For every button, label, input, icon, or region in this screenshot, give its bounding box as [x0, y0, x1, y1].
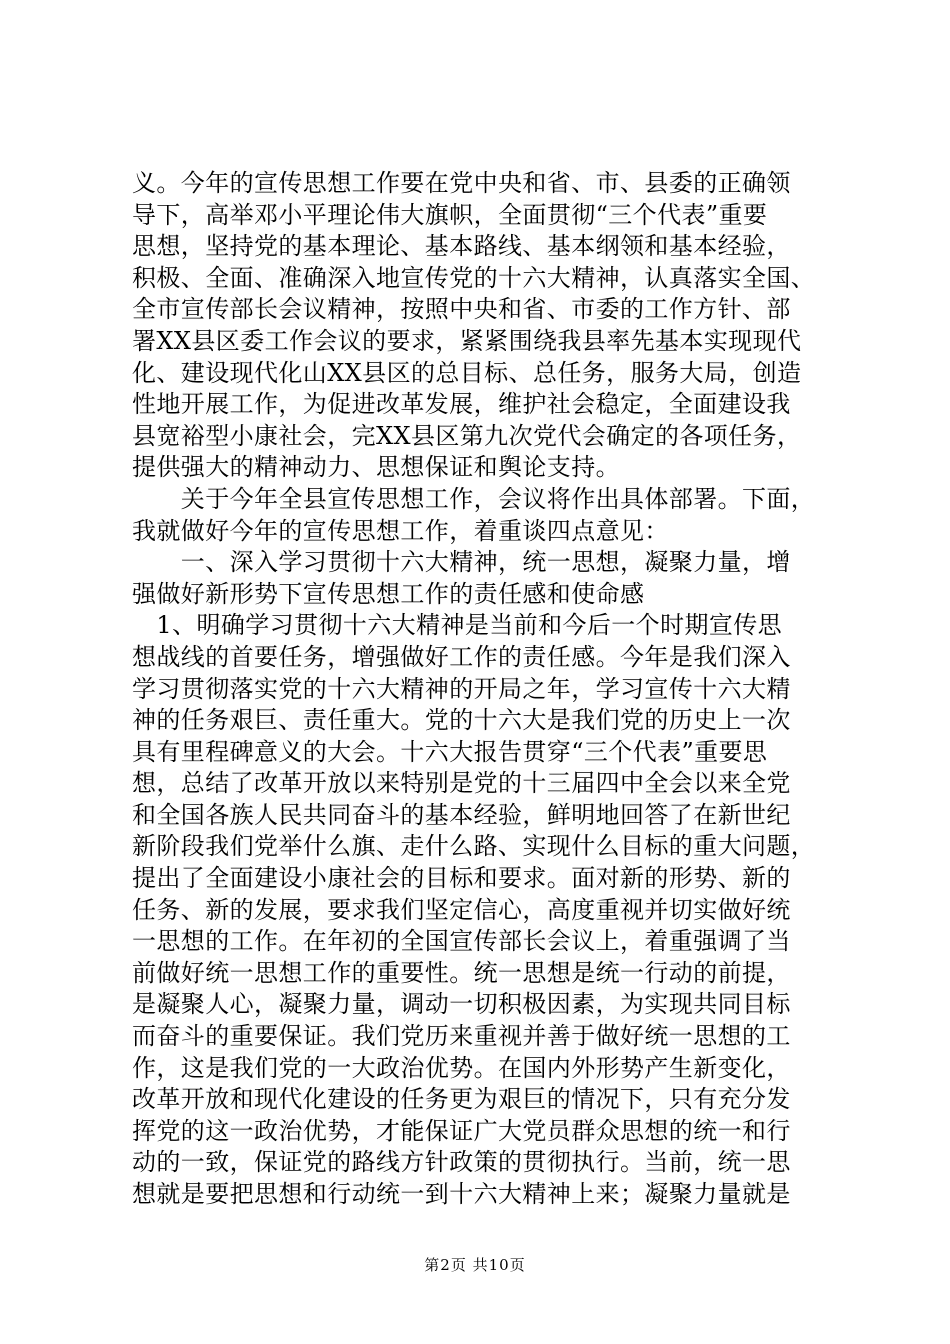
text-line: 思想，坚持党的基本理论、基本路线、基本纲领和基本经验，	[132, 232, 791, 261]
text-line: 想战线的首要任务，增强做好工作的责任感。今年是我们深入	[132, 642, 791, 671]
text-line: 前做好统一思想工作的重要性。统一思想是统一行动的前提，	[132, 958, 791, 987]
text-line: 提出了全面建设小康社会的目标和要求。面对新的形势、新的	[132, 864, 791, 893]
text-line: 全市宣传部长会议精神，按照中央和省、市委的工作方针、部	[132, 295, 791, 324]
section-heading-line: 一、深入学习贯彻十六大精神，统一思想，凝聚力量，增	[132, 548, 791, 577]
text-line: 关于今年全县宣传思想工作，会议将作出具体部署。下面，	[132, 484, 816, 513]
document-body	[132, 168, 832, 1211]
page-number-footer: 第2页 共10页	[424, 1256, 526, 1274]
text-line: 和全国各族人民共同奋斗的基本经验，鲜明地回答了在新世纪	[132, 800, 791, 829]
text-line: 新阶段我们党举什么旗、走什么路、实现什么目标的重大问题，	[132, 832, 816, 861]
text-line: 积极、全面、准确深入地宣传党的十六大精神，认真落实全国、	[132, 263, 816, 292]
text-line: 导下，高举邓小平理论伟大旗帜，全面贯彻“三个代表”重要	[132, 200, 768, 229]
text-line: 1、明确学习贯彻十六大精神是当前和今后一个时期宣传思	[132, 611, 783, 640]
text-line: 义。今年的宣传思想工作要在党中央和省、市、县委的正确领	[132, 169, 791, 197]
text-line: 神的任务艰巨、责任重大。党的十六大是我们党的历史上一次	[132, 706, 791, 735]
text-line: 学习贯彻落实党的十六大精神的开局之年，学习宣传十六大精	[132, 674, 791, 703]
text-line: 性地开展工作，为促进改革发展，维护社会稳定，全面建设我	[132, 390, 791, 419]
text-line: 化、建设现代化山XX县区的总目标、总任务，服务大局，创造	[132, 358, 802, 387]
text-line: 动的一致，保证党的路线方针政策的贯彻执行。当前，统一思	[132, 1148, 791, 1177]
text-line: 一思想的工作。在年初的全国宣传部长会议上，着重强调了当	[132, 927, 791, 956]
text-line: 是凝聚人心，凝聚力量，调动一切积极因素，为实现共同目标	[132, 990, 791, 1019]
text-line: 任务、新的发展，要求我们坚定信心，高度重视并切实做好统	[132, 895, 791, 924]
section-heading-line: 强做好新形势下宣传思想工作的责任感和使命感	[132, 579, 645, 608]
text-line: 县宽裕型小康社会，完XX县区第九次党代会确定的各项任务，	[132, 421, 802, 450]
text-line: 作，这是我们党的一大政治优势。在国内外形势产生新变化，	[132, 1053, 791, 1082]
text-line: 具有里程碑意义的大会。十六大报告贯穿“三个代表”重要思	[132, 737, 768, 766]
text-line: 想，总结了改革开放以来特别是党的十三届四中全会以来全党	[132, 769, 791, 798]
text-line: 改革开放和现代化建设的任务更为艰巨的情况下，只有充分发	[132, 1085, 791, 1114]
text-line: 署XX县区委工作会议的要求，紧紧围绕我县率先基本实现现代	[132, 326, 802, 355]
text-line: 挥党的这一政治优势，才能保证广大党员群众思想的统一和行	[132, 1116, 791, 1145]
text-line: 提供强大的精神动力、思想保证和舆论支持。	[132, 453, 620, 482]
text-line: 而奋斗的重要保证。我们党历来重视并善于做好统一思想的工	[132, 1022, 791, 1051]
text-line: 我就做好今年的宣传思想工作，着重谈四点意见：	[132, 516, 669, 545]
text-line: 想就是要把思想和行动统一到十六大精神上来；凝聚力量就是	[132, 1180, 791, 1208]
